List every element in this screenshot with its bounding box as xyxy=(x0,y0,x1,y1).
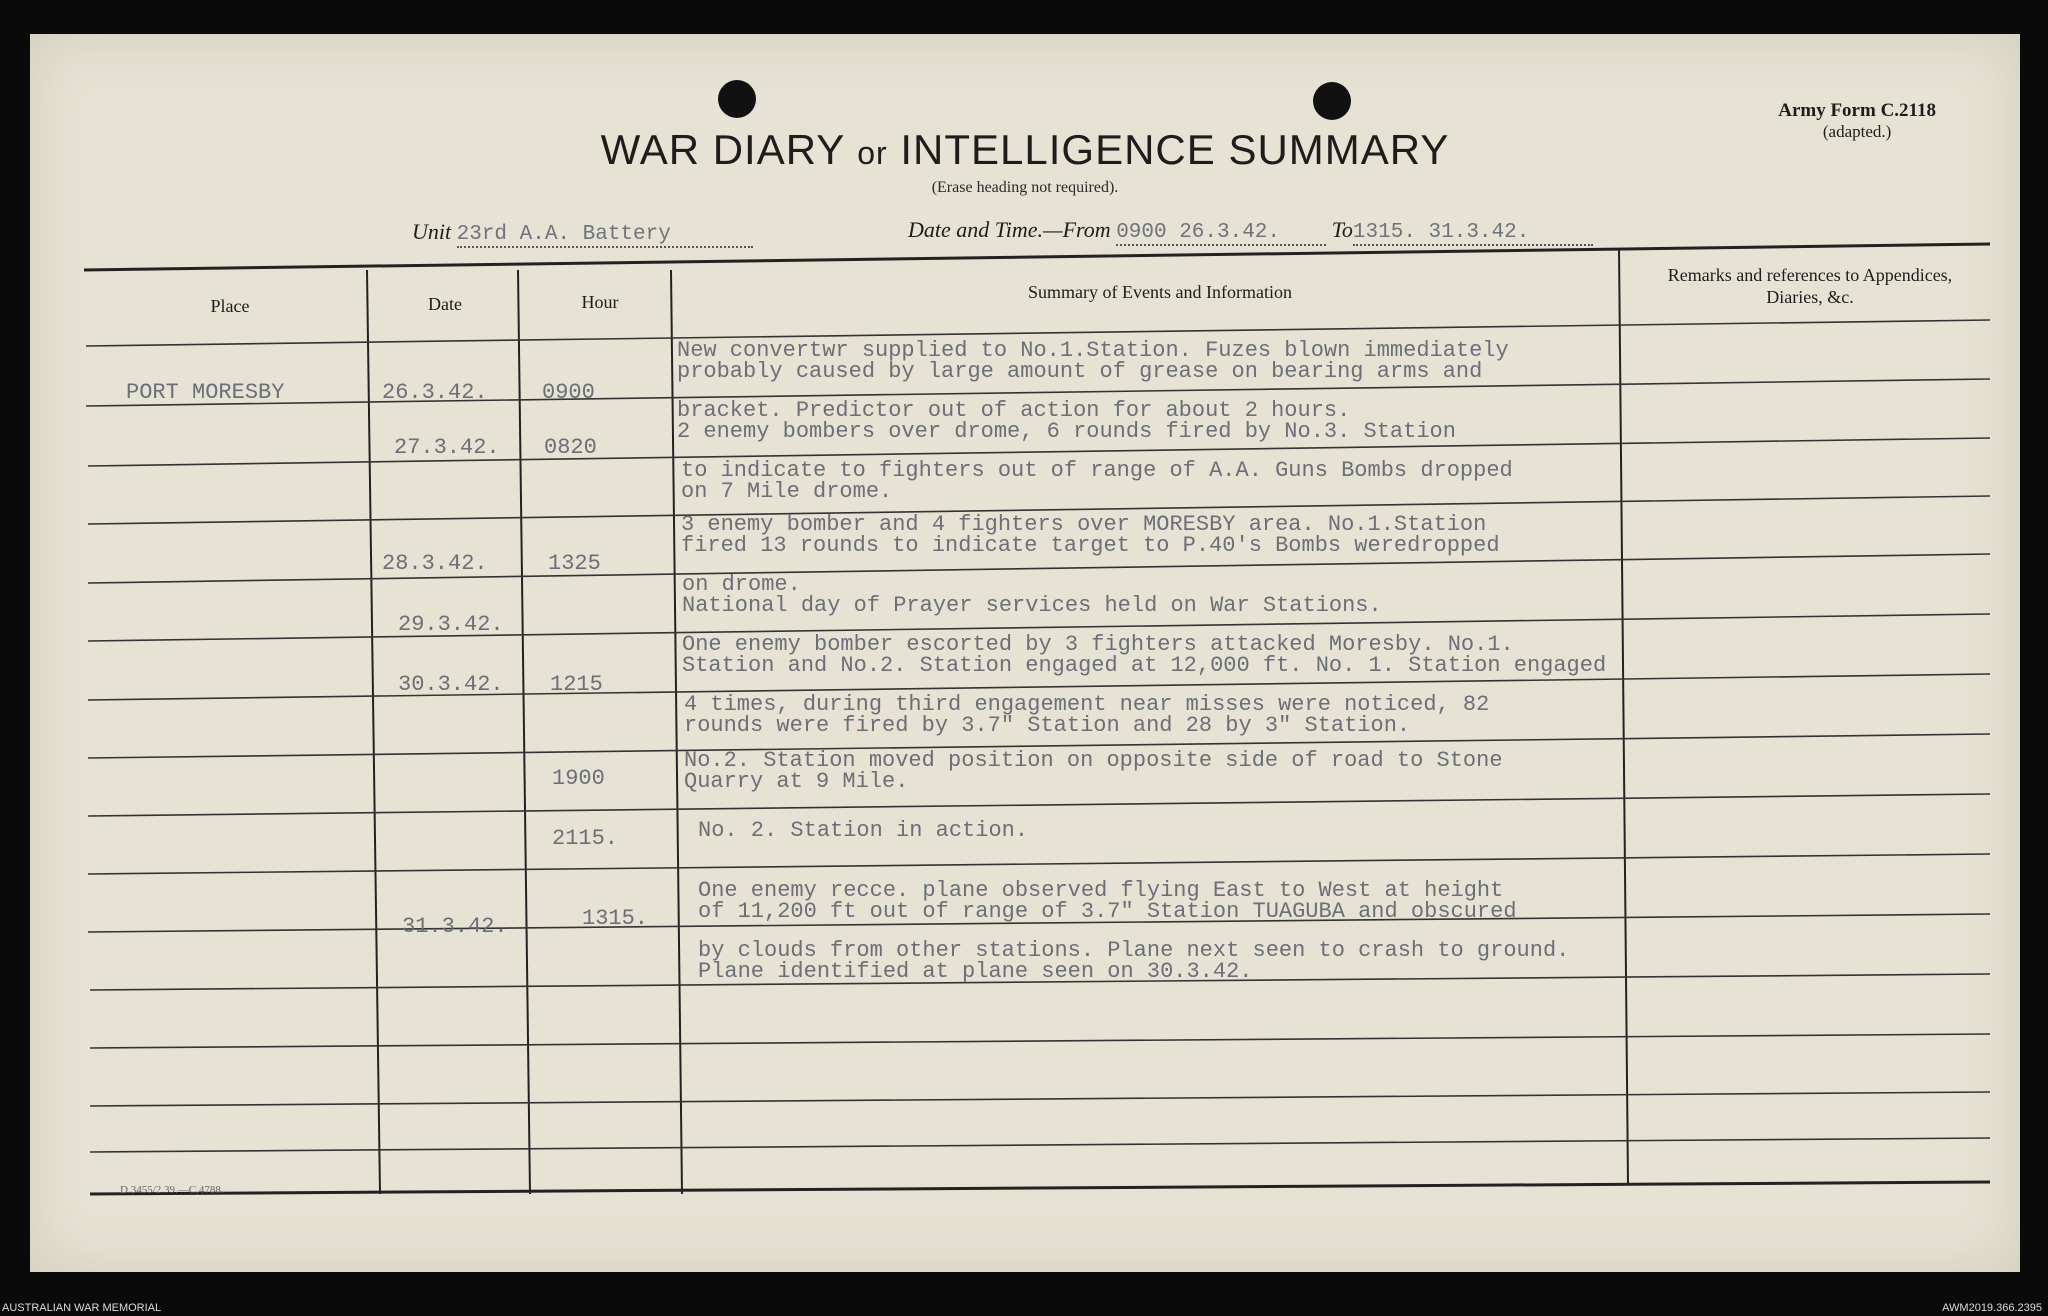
header-date: Date xyxy=(428,294,462,314)
event-entry: 4 times, during third engagement near misses were noticed, 82 rounds were fired by 3.7" Station and 28 by 3" Station. xyxy=(684,692,1490,738)
unit-line: Unit 23rd A.A. Battery xyxy=(412,219,753,248)
header-summary: Summary of Events and Information xyxy=(1028,282,1292,302)
hour-cell: 1315. xyxy=(582,906,649,931)
archive-reference: AWM2019.366.2395 xyxy=(1942,1302,2042,1314)
event-entry: No.2. Station moved position on opposite side of road to Stone Quarry at 9 Mile. xyxy=(684,748,1503,794)
event-entry: to indicate to fighters out of range of A.A. Guns Bombs dropped on 7 Mile drome. xyxy=(681,458,1513,504)
date-cell: 31.3.42. xyxy=(402,914,508,939)
page-title: WAR DIARY or INTELLIGENCE SUMMARY xyxy=(600,126,1450,173)
place-port-moresby: PORT MORESBY xyxy=(126,380,285,405)
print-code: D.3455/2.39.—C.4788. xyxy=(120,1184,224,1196)
header-hour: Hour xyxy=(581,292,619,312)
event-entry: 3 enemy bomber and 4 fighters over MORESBY area. No.1.Station fired 13 rounds to indicate target to P.40's Bombs weredropped xyxy=(681,512,1500,558)
unit-value: 23rd A.A. Battery xyxy=(456,223,671,246)
page-subtitle: (Erase heading not required). xyxy=(931,179,1119,196)
header-remarks: Remarks and references to Appendices, Diaries, &c. xyxy=(1667,265,1953,307)
date-cell: 30.3.42. xyxy=(398,672,504,697)
event-entry: One enemy bomber escorted by 3 fighters attacked Moresby. No.1. Station and No.2. Station engaged at 12,000 ft. No. 1. Station engaged xyxy=(682,632,1607,678)
event-entry: One enemy recce. plane observed flying East to West at height of 11,200 ft out of range of 3.7" Station TUAGUBA and obscured xyxy=(698,878,1517,924)
hour-cell: 2115. xyxy=(552,826,619,851)
date-time-line: Date and Time.—From 0900 26.3.42. To1315. 31.3.42. xyxy=(908,217,1593,246)
war-diary-sheet xyxy=(30,34,2020,1272)
date-cell: 28.3.42. xyxy=(382,551,488,576)
date-from-value: 0900 26.3.42. xyxy=(1116,221,1281,244)
date-cell: 26.3.42. xyxy=(382,380,488,405)
date-cell: 27.3.42. xyxy=(394,435,500,460)
hour-cell: 1215 xyxy=(550,672,603,697)
hour-cell: 1325 xyxy=(548,551,601,576)
event-entry: on drome. National day of Prayer services held on War Stations. xyxy=(682,572,1382,618)
date-cell: 29.3.42. xyxy=(398,612,504,637)
event-entry: by clouds from other stations. Plane next seen to crash to ground. Plane identified at plane seen on 30.3.42. xyxy=(698,938,1570,984)
archive-caption: AUSTRALIAN WAR MEMORIAL xyxy=(2,1302,162,1314)
hour-cell: 0900 xyxy=(542,380,595,405)
event-entry: No. 2. Station in action. xyxy=(698,818,1029,843)
hour-cell: 0820 xyxy=(544,435,597,460)
event-entry: bracket. Predictor out of action for about 2 hours. 2 enemy bombers over drome, 6 rounds fired by No.3. Station xyxy=(677,398,1456,444)
event-entry: New convertwr supplied to No.1.Station. Fuzes blown immediately probably caused by large amount of grease on bearing arms and xyxy=(677,338,1509,384)
date-to-value: 1315. 31.3.42. xyxy=(1352,221,1530,244)
header-place: Place xyxy=(210,296,250,316)
army-form-label: Army Form C.2118 (adapted.) xyxy=(1778,100,1936,141)
hour-cell: 1900 xyxy=(552,766,605,791)
